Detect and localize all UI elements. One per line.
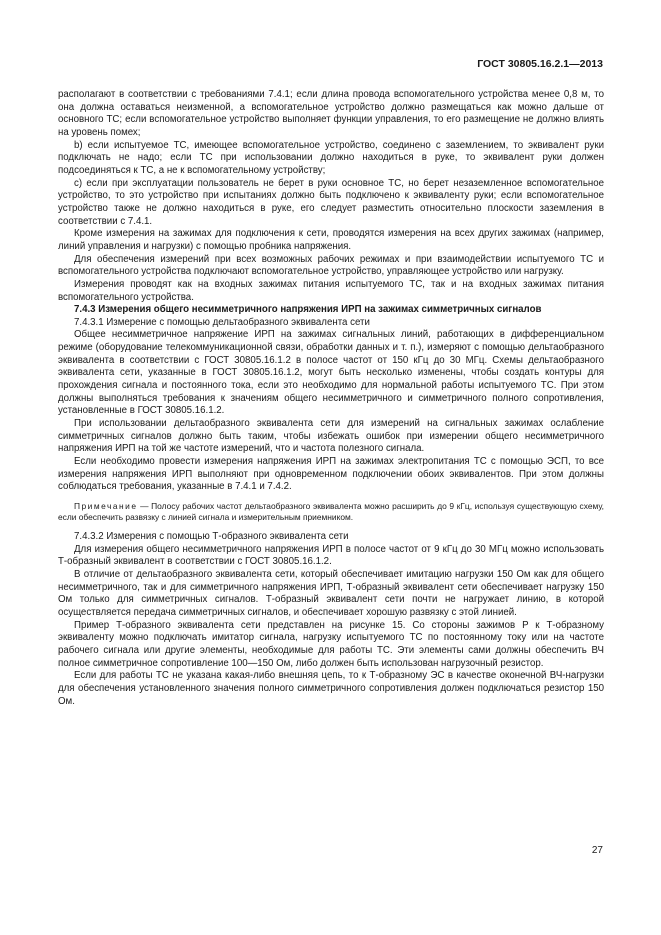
- subsection-heading: 7.4.3.1 Измерение с помощью дельтаобразного эквивалента сети: [74, 316, 370, 328]
- paragraph: Если необходимо провести измерения напряжения ИРП на зажимах электропитания ТС с помощью ЭСП, то все измерения напряжения ИРП выполняют при одновременном подключении обоих эквивалентов. При этом должны соблюдаться требования, указанные в 7.4.1 и 7.4.2.: [58, 456, 604, 493]
- document-body: [58, 89, 604, 708]
- paragraph: b) если испытуемое ТС, имеющее вспомогательное устройство, соединено с заземлением, то эквивалент руки подключать не надо; если ТС при использовании должно находиться в руке, то эквивалент руки должен подсоединяться к ТС, а не к вспомогательному устройству;: [58, 139, 604, 176]
- paragraph: Для измерения общего несимметричного напряжения ИРП в полосе частот от 9 кГц до 30 МГц можно использовать Т-образный эквивалент в соответствии с ГОСТ 30805.16.1.2.: [58, 543, 604, 568]
- paragraph: Пример Т-образного эквивалента сети представлен на рисунке 15. Со стороны зажимов P к Т-образному эквиваленту можно подключать имитатор сигнала, нагрузку испытуемого ТС по постоянному току или на частоте рабочего сигнала или другие элементы, необходимые для работы ТС. Эти элементы сами должны обеспечить ВЧ полное симметричное сопротивление 100—150 Ом, либо должен быть использован нагрузочный резистор.: [58, 619, 604, 669]
- standard-code-header: ГОСТ 30805.16.2.1—2013: [477, 58, 603, 70]
- paragraph: Общее несимметричное напряжение ИРП на зажимах сигнальных линий, работающих в дифференциальном режиме (оборудование телекоммуникационной связи, обработки данных и т. п.), измеряют с помощью дельтаобразного эквивалента в соответствии с ГОСТ 30805.16.1.2 в полосе частот от 150 кГц до 30 МГц. Схемы дельтаобразного эквивалента сети, указанные в ГОСТ 30805.16.1.2, могут быть несколько изменены, чтобы создать контуры для прохождения сигнала и постоянного тока, если это необходимо для нормальной работы испытуемого ТС. При этом должны выполняться требования к значениям общего несимметричного и симметричного полного сопротивления, установленные в ГОСТ 30805.16.1.2.: [58, 329, 604, 417]
- note-text: — Полосу рабочих частот дельтаобразного эквивалента можно расширить до 9 кГц, используя существующую схему, если обеспечить развязку с линией сигнала и измерительным приемником.: [58, 501, 604, 522]
- section-heading: 7.4.3 Измерения общего несимметричного напряжения ИРП на зажимах симметричных сигналов: [74, 304, 542, 316]
- paragraph: располагают в соответствии с требованиями 7.4.1; если длина провода вспомогательного устройства менее 0,8 м, то она должна оставаться неизменной, а вспомогательное устройство должно размещаться как можно дальше от основного ТС; если вспомогательное устройство выполняет функции управления, то его размещение не должно влиять на уровень помех;: [58, 89, 604, 138]
- paragraph: c) если при эксплуатации пользователь не берет в руки основное ТС, но берет незаземленное вспомогательное устройство, то это устройство при испытаниях должно быть подключено к эквиваленту руки; если вспомогательное устройство также не должно находиться в руке, его следует разместить относительно плоскости заземления в соответствии с 7.4.1.: [58, 177, 604, 227]
- note-label: Примечание: [74, 501, 138, 511]
- subsection-heading: 7.4.3.2 Измерения с помощью Т-образного эквивалента сети: [74, 531, 349, 542]
- paragraph: При использовании дельтаобразного эквивалента сети для измерений на сигнальных зажимах ослабление симметричных сигналов должно быть таким, чтобы избежать ошибок при измерении общего несимметричного напряжения ИРП на той же частоте измерений, что и частота полезного сигнала.: [58, 418, 604, 455]
- paragraph: Для обеспечения измерений при всех возможных рабочих режимах и при взаимодействии испытуемого ТС и вспомогательного устройства подключают вспомогательное устройство, управляющее устройство или нагрузку.: [58, 253, 604, 278]
- paragraph: В отличие от дельтаобразного эквивалента сети, который обеспечивает имитацию нагрузки 150 Ом как для общего несимметричного, так и для симметричного напряжения ИРП, Т-образный эквивалент сети обеспечивает нагрузку 150 Ом только для симметричных сигналов. Т-образный эквивалент сети почти не нагружает линию, в которой осуществляется передача симметричных сигналов, и обеспечивает хорошую развязку с этой линией.: [58, 568, 604, 618]
- page-number: 27: [591, 845, 603, 856]
- note: [58, 501, 604, 523]
- paragraph: Если для работы ТС не указана какая-либо внешняя цепь, то к Т-образному ЭС в качестве оконечной ВЧ-нагрузки для обеспечения установленного значения полного симметричного сопротивления должен подключаться резистор 150 Ом.: [58, 670, 604, 707]
- paragraph: Измерения проводят как на входных зажимах питания испытуемого ТС, так и на входных зажимах питания вспомогательного устройства.: [58, 278, 604, 303]
- paragraph: Кроме измерения на зажимах для подключения к сети, проводятся измерения на всех других зажимах (например, линий управления и нагрузки) с помощью пробника напряжения.: [58, 228, 604, 252]
